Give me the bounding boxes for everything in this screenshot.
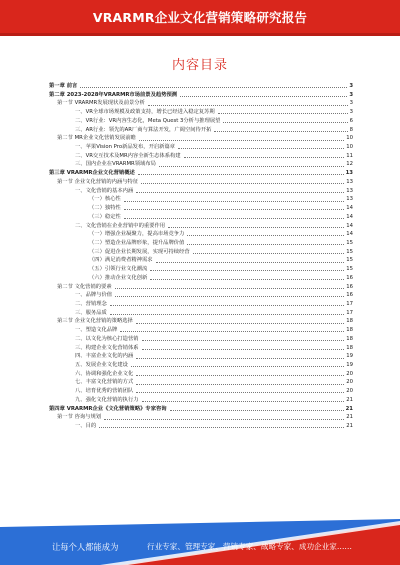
toc-entry[interactable] — [49, 222, 353, 231]
toc-leader-dots — [223, 122, 347, 123]
toc-entry[interactable] — [49, 361, 353, 370]
toc-entry-text: 二、营销理念 — [75, 300, 107, 307]
toc-leader-dots — [124, 201, 344, 202]
toc-entry[interactable] — [49, 213, 353, 222]
toc-leader-dots — [170, 410, 344, 411]
toc-entry[interactable] — [49, 160, 353, 169]
toc-entry[interactable] — [49, 143, 353, 152]
toc-entry-text: 第三节 企业文化营销的策略选择 — [57, 318, 133, 325]
toc-entry[interactable] — [49, 283, 353, 292]
toc-entry-text: 一、目的 — [75, 423, 97, 430]
toc-page-number: 13 — [345, 170, 353, 177]
toc-entry-text: 三、国内企业在VRARMR领域布局 — [75, 161, 156, 168]
toc-entry-text: 第一节 企业文化营销的内涵与特征 — [57, 178, 139, 185]
toc-page-number: 21 — [346, 423, 353, 430]
toc-leader-dots — [115, 296, 344, 297]
toc-page-number: 3 — [349, 100, 353, 107]
toc-page-number: 20 — [346, 388, 353, 395]
toc-page-number: 20 — [346, 370, 353, 377]
toc-leader-dots — [150, 279, 344, 280]
toc-entry[interactable] — [49, 248, 353, 257]
toc-entry[interactable] — [49, 108, 353, 117]
toc-entry[interactable] — [49, 204, 353, 213]
footer-services: 行业专家、管理专家、营销专家、战略专家、成功企业家…… — [147, 542, 353, 551]
toc-page-number: 21 — [346, 414, 353, 421]
toc-entry-text: （三）促进企业长期发展，实现可持续经营 — [89, 248, 190, 255]
toc-page-number: 14 — [346, 205, 353, 212]
toc-leader-dots — [120, 331, 344, 332]
toc-entry[interactable] — [49, 178, 353, 187]
toc-entry[interactable] — [49, 152, 353, 161]
toc-leader-dots — [168, 227, 344, 228]
toc-page-number: 15 — [346, 266, 353, 273]
toc-entry-text: 第二节 MR企业文化营销发展前瞻 — [57, 135, 136, 142]
toc-entry-text: （五）引领行业文化潮流 — [89, 266, 148, 273]
toc-page-number: 21 — [346, 396, 353, 403]
toc-entry-text: 第二章 2023-2028年VRARMR市场前景及趋势预测 — [49, 91, 178, 98]
toc-page-number: 15 — [346, 248, 353, 255]
toc-page-number: 13 — [346, 196, 353, 203]
toc-page-number: 11 — [346, 152, 353, 159]
toc-page-number: 19 — [346, 353, 353, 360]
toc-entry[interactable] — [49, 126, 353, 135]
toc-page-number: 16 — [346, 283, 353, 290]
toc-leader-dots — [110, 305, 344, 306]
toc-entry-text: 第三章 VRARMR企业文化营销概述 — [49, 170, 135, 177]
toc-leader-dots — [136, 375, 344, 376]
toc-leader-dots — [136, 384, 344, 385]
toc-entry[interactable] — [49, 195, 353, 204]
toc-page-number: 3 — [349, 109, 353, 116]
toc-entry-text: 第一章 前言 — [49, 83, 78, 89]
toc-page-number: 10 — [346, 144, 353, 151]
toc-page-number: 13 — [346, 178, 353, 185]
toc-entry-text: 二、VR行业：VR内容生态化，Meta Quest 3分析与推理展望 — [75, 117, 221, 124]
toc-entry-text: 四、丰富企业文化的内涵 — [75, 353, 134, 360]
toc-leader-dots — [131, 366, 344, 367]
toc-leader-dots — [180, 96, 347, 97]
toc-leader-dots — [110, 314, 344, 315]
toc-leader-dots — [142, 349, 345, 350]
toc-leader-dots — [193, 253, 345, 254]
toc-entry-text: 一、塑造文化品牌 — [75, 327, 118, 334]
toc-entry[interactable] — [49, 239, 353, 248]
toc-leader-dots — [136, 392, 344, 393]
toc-entry-text: 一、VR全球市场规模及政策支持，增长已经进入稳定复苏期 — [75, 109, 215, 116]
toc-leader-dots — [159, 166, 344, 167]
toc-entry-text: 九、强化文化营销的执行力 — [75, 396, 139, 403]
toc-page-number: 10 — [346, 135, 353, 142]
toc-page-number: 6 — [349, 117, 353, 124]
toc-page-number: 16 — [346, 274, 353, 281]
toc-entry-text: 七、丰富文化营销的方式 — [75, 379, 134, 386]
toc-entry-text: 一、苹果Vision Pro新品发布，开启新篇章 — [75, 144, 176, 151]
toc-entry-text: 二、VR交互技术及MR内容全新生态体系构建 — [75, 152, 181, 159]
toc-leader-dots — [136, 192, 344, 193]
toc-entry-text: （六）推动企业文化创新 — [89, 274, 148, 281]
document-title: VRARMR企业文化营销策略研究报告 — [92, 10, 308, 25]
toc-entry-text: 三、服务品质 — [75, 309, 107, 316]
toc-leader-dots — [150, 270, 344, 271]
toc-page-number: 21 — [345, 405, 353, 412]
toc-entry[interactable] — [49, 387, 353, 396]
toc-entry[interactable] — [49, 335, 353, 344]
toc-leader-dots — [187, 244, 344, 245]
toc-leader-dots — [156, 262, 345, 263]
toc-leader-dots — [124, 209, 344, 210]
toc-entry-text: 第一节 咨询与规划 — [57, 414, 102, 421]
toc-entry[interactable] — [49, 422, 353, 431]
toc-page-number: 18 — [346, 318, 353, 325]
toc-entry[interactable] — [49, 117, 353, 126]
toc-leader-dots — [178, 148, 344, 149]
toc-page-number: 14 — [346, 213, 353, 220]
toc-page-number: 17 — [346, 309, 353, 316]
toc-entry-text: （一）核心性 — [89, 196, 121, 203]
toc-leader-dots — [148, 105, 348, 106]
toc-entry-text: 第一节 VRARMR发展现状及前景分析 — [57, 100, 145, 107]
toc-leader-dots — [187, 235, 344, 236]
toc-page-number: 3 — [349, 91, 353, 98]
toc-entry[interactable] — [49, 265, 353, 274]
toc-leader-dots — [80, 87, 347, 88]
toc-leader-dots — [141, 183, 344, 184]
toc-page-number: 15 — [346, 239, 353, 246]
footer-slogan: 让每个人都能成为 — [52, 542, 119, 552]
toc-entry-text: 二、文化营销在企业营销中的重要作用 — [75, 222, 166, 229]
toc-entry[interactable] — [49, 230, 353, 239]
toc-entry-text: 三、AR行业：领先的AR厂商与算法开发，广阔空间待开拓 — [75, 126, 212, 133]
toc-leader-dots — [214, 131, 347, 132]
toc-heading: 内容目录 — [171, 58, 228, 73]
toc-page-number: 18 — [346, 344, 353, 351]
toc-entry-text: 二、以文化为核心打造营销 — [75, 335, 139, 342]
toc-leader-dots — [104, 419, 344, 420]
toc-entry[interactable] — [49, 134, 353, 143]
toc-leader-dots — [139, 140, 344, 141]
toc-entry[interactable] — [49, 317, 353, 326]
toc-leader-dots — [124, 218, 344, 219]
toc-entry-text: （四）满足消费者精神需求 — [89, 257, 153, 264]
toc-entry[interactable] — [49, 82, 353, 91]
table-of-contents — [49, 82, 353, 431]
toc-entry[interactable] — [49, 396, 353, 405]
toc-entry[interactable] — [49, 378, 353, 387]
toc-page-number: 15 — [346, 257, 353, 264]
toc-leader-dots — [142, 401, 345, 402]
toc-page-number: 8 — [349, 126, 353, 133]
toc-page-number: 19 — [346, 362, 353, 368]
toc-leader-dots — [136, 358, 344, 359]
toc-entry-text: （一）增强企业凝聚力，提高市场竞争力 — [89, 231, 185, 238]
toc-page-number: 18 — [346, 335, 353, 342]
toc-entry[interactable] — [49, 370, 353, 379]
toc-entry-text: 五、发展企业文化建设 — [75, 362, 128, 368]
toc-entry[interactable] — [49, 405, 353, 414]
toc-page-number: 3 — [349, 83, 353, 89]
toc-entry[interactable] — [49, 352, 353, 361]
toc-leader-dots — [99, 427, 344, 428]
toc-entry[interactable] — [49, 300, 353, 309]
toc-page-number: 18 — [346, 327, 353, 334]
toc-entry-text: （二）独特性 — [89, 205, 121, 212]
toc-leader-dots — [136, 323, 344, 324]
toc-entry-text: 三、构建企业文化营销体系 — [75, 344, 139, 351]
toc-leader-dots — [184, 157, 345, 158]
toc-entry-text: 八、培育优秀的营销团队 — [75, 388, 134, 395]
toc-entry[interactable] — [49, 309, 353, 318]
toc-page-number: 14 — [346, 222, 353, 229]
toc-leader-dots — [115, 288, 345, 289]
toc-entry[interactable] — [49, 187, 353, 196]
toc-entry-text: 第四章 VRARMR企业《文化营销策略》专家咨询 — [49, 405, 167, 412]
toc-entry[interactable] — [49, 413, 353, 422]
toc-entry-text: 一、文化营销的基本内涵 — [75, 187, 134, 194]
toc-entry-text: （二）塑造企业品牌形象，提升品牌价值 — [89, 239, 185, 246]
toc-entry-text: （三）稳定性 — [89, 213, 121, 220]
toc-entry-text: 第二节 文化营销的要素 — [57, 283, 112, 290]
toc-page-number: 14 — [346, 231, 353, 238]
toc-entry-text: 一、品牌与价值 — [75, 292, 113, 299]
toc-entry[interactable] — [49, 91, 353, 100]
toc-entry[interactable] — [49, 99, 353, 108]
toc-entry[interactable] — [49, 256, 353, 265]
toc-entry[interactable] — [49, 291, 353, 300]
toc-entry[interactable] — [49, 274, 353, 283]
toc-entry[interactable] — [49, 326, 353, 335]
toc-entry[interactable] — [49, 169, 353, 178]
toc-entry[interactable] — [49, 344, 353, 353]
toc-page-number: 16 — [346, 292, 353, 299]
toc-entry-text: 六、协调和强化企业文化 — [75, 370, 134, 377]
toc-page-number: 13 — [346, 187, 353, 194]
toc-leader-dots — [138, 174, 344, 175]
toc-page-number: 17 — [346, 300, 353, 307]
toc-page-number: 12 — [346, 161, 353, 168]
toc-leader-dots — [142, 340, 345, 341]
toc-leader-dots — [218, 113, 348, 114]
toc-page-number: 20 — [346, 379, 353, 386]
